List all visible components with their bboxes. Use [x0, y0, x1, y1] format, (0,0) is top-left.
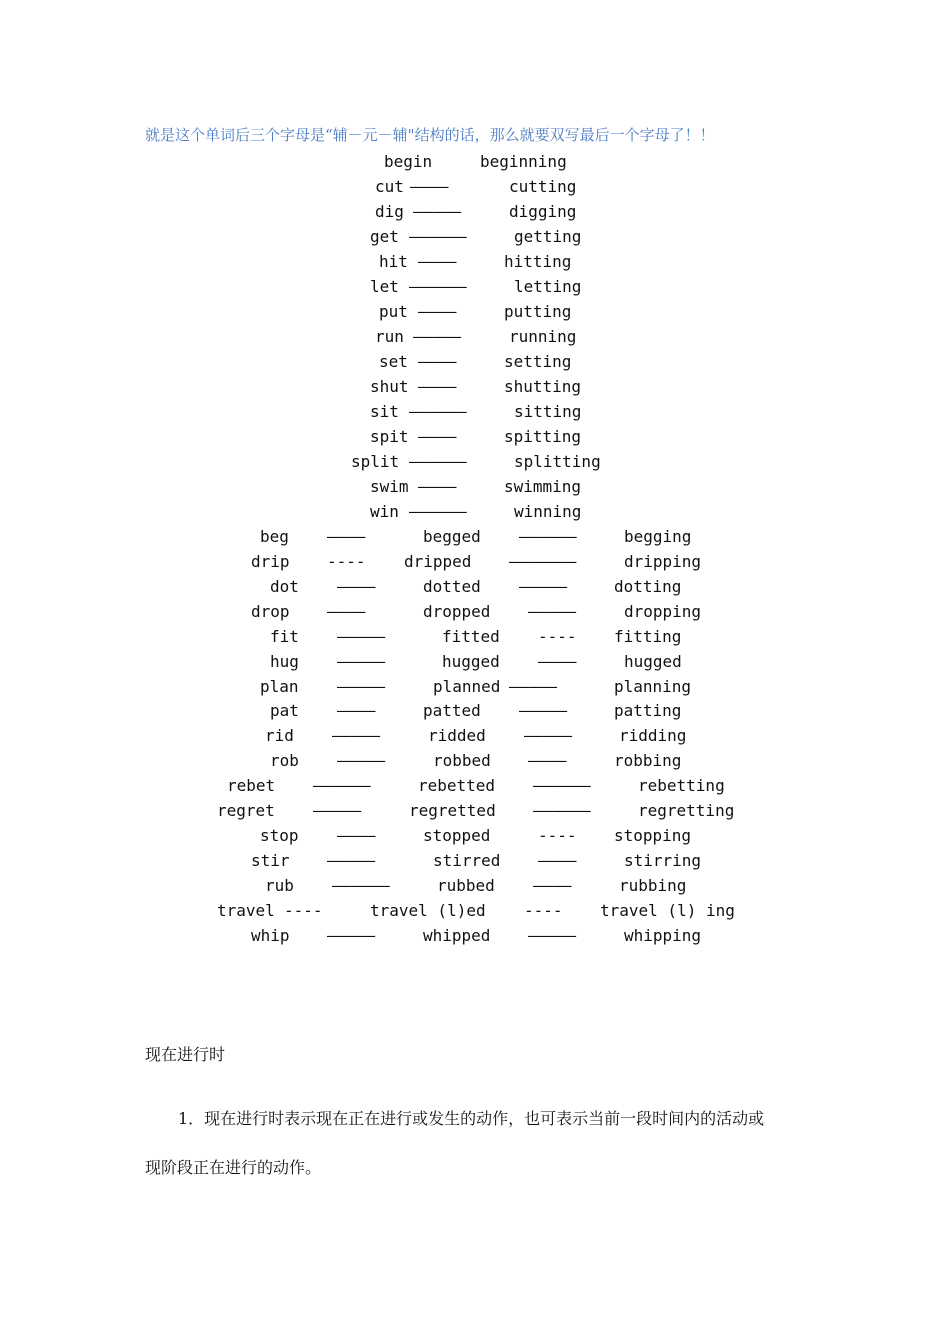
- dash-separator: —————: [413, 202, 462, 221]
- ing-form: putting: [504, 302, 572, 321]
- ed-form: ridded: [428, 726, 486, 745]
- dash-separator: —————: [337, 627, 386, 646]
- ing-form: stopping: [614, 826, 692, 845]
- dash-separator: ———————: [509, 552, 577, 571]
- base-word: win: [370, 502, 399, 521]
- ed-form: rubbed: [437, 876, 495, 895]
- dash-separator: ————: [418, 252, 457, 271]
- ed-form: planned: [433, 677, 501, 696]
- ing-form: stirring: [624, 851, 702, 870]
- dash-separator: ————: [528, 751, 567, 770]
- ing-form: robbing: [614, 751, 682, 770]
- ing-form: cutting: [509, 177, 577, 196]
- ed-form: dotted: [423, 577, 481, 596]
- ing-form: hitting: [504, 252, 572, 271]
- base-word: put: [379, 302, 408, 321]
- dash-separator: ————: [337, 577, 376, 596]
- base-word: dig: [375, 202, 404, 221]
- ed-form: patted: [423, 701, 481, 720]
- dash-separator: —————: [528, 602, 577, 621]
- ed-form: dropped: [423, 602, 491, 621]
- dash-separator: ——————: [409, 402, 467, 421]
- ing-form: ridding: [619, 726, 687, 745]
- base-word: shut: [370, 377, 409, 396]
- base-word: rob: [270, 751, 299, 770]
- body-paragraph: 现阶段正在进行的动作。: [145, 1158, 322, 1177]
- ing-form: letting: [514, 277, 582, 296]
- base-word: stop: [260, 826, 299, 845]
- dash-separator: ————: [418, 352, 457, 371]
- dash-separator: ----: [538, 627, 577, 646]
- dash-separator: ————: [327, 527, 366, 546]
- base-word: travel: [217, 901, 275, 920]
- dash-separator: ----: [524, 901, 563, 920]
- ing-form: hugged: [624, 652, 682, 671]
- section-title: 现在进行时: [145, 1045, 226, 1064]
- dash-separator: —————: [519, 577, 568, 596]
- dash-separator: ——————: [332, 876, 390, 895]
- dash-separator: ————: [410, 177, 449, 196]
- base-word: rid: [265, 726, 294, 745]
- dash-separator: ——————: [409, 502, 467, 521]
- base-word: set: [379, 352, 408, 371]
- base-word: rub: [265, 876, 294, 895]
- dash-separator: ————: [327, 602, 366, 621]
- ed-form: rebetted: [418, 776, 496, 795]
- base-word: fit: [270, 627, 299, 646]
- dash-separator: —————: [327, 851, 376, 870]
- dash-separator: ----: [327, 552, 366, 571]
- base-word: pat: [270, 701, 299, 720]
- dash-separator: ——————: [519, 527, 577, 546]
- base-word: beg: [260, 527, 289, 546]
- ed-form: travel (l)ed: [370, 901, 486, 920]
- dash-separator: ————: [418, 302, 457, 321]
- dash-separator: —————: [337, 677, 386, 696]
- dash-separator: —————: [528, 926, 577, 945]
- dash-separator: ——————: [409, 452, 467, 471]
- base-word: run: [375, 327, 404, 346]
- ing-form: dripping: [624, 552, 702, 571]
- ing-form: rubbing: [619, 876, 687, 895]
- dash-separator: ————: [533, 876, 572, 895]
- ed-form: hugged: [442, 652, 500, 671]
- ing-form: sitting: [514, 402, 582, 421]
- base-word: whip: [251, 926, 290, 945]
- ed-form: regretted: [409, 801, 496, 820]
- dash-separator: —————: [337, 751, 386, 770]
- base-word: begin: [384, 152, 433, 171]
- ing-form: fitting: [614, 627, 682, 646]
- ing-form: travel (l) ing: [600, 901, 735, 920]
- ed-form: begged: [423, 527, 481, 546]
- ing-form: swimming: [504, 477, 582, 496]
- dash-separator: ——————: [533, 801, 591, 820]
- dash-separator: —————: [524, 726, 573, 745]
- dash-separator: —————: [313, 801, 362, 820]
- dash-separator: —————: [332, 726, 381, 745]
- ing-form: getting: [514, 227, 582, 246]
- ing-form: running: [509, 327, 577, 346]
- dash-separator: —————: [509, 677, 558, 696]
- base-word: regret: [217, 801, 275, 820]
- base-word: rebet: [227, 776, 276, 795]
- ing-form: winning: [514, 502, 582, 521]
- dash-separator: —————: [519, 701, 568, 720]
- ed-form: robbed: [433, 751, 491, 770]
- ing-form: planning: [614, 677, 692, 696]
- base-word: cut: [375, 177, 404, 196]
- base-word: drop: [251, 602, 290, 621]
- dash-separator: —————: [337, 652, 386, 671]
- ing-form: shutting: [504, 377, 582, 396]
- body-paragraph: 1．现在进行时表示现在正在进行或发生的动作，也可表示当前一段时间内的活动或: [178, 1109, 765, 1128]
- base-word: hug: [270, 652, 299, 671]
- dash-separator: ————: [538, 652, 577, 671]
- dash-separator: ——————: [409, 277, 467, 296]
- base-word: let: [370, 277, 399, 296]
- ing-form: regretting: [638, 801, 735, 820]
- ing-form: spitting: [504, 427, 582, 446]
- dash-separator: ————: [418, 427, 457, 446]
- ed-form: whipped: [423, 926, 491, 945]
- dash-separator: ----: [538, 826, 577, 845]
- base-word: dot: [270, 577, 299, 596]
- ing-form: begging: [624, 527, 692, 546]
- ing-form: beginning: [480, 152, 567, 171]
- ed-form: dripped: [404, 552, 472, 571]
- dash-separator: ——————: [533, 776, 591, 795]
- dash-separator: ————: [538, 851, 577, 870]
- ed-form: fitted: [442, 627, 500, 646]
- base-word: spit: [370, 427, 409, 446]
- dash-separator: ——————: [409, 227, 467, 246]
- dash-separator: ————: [337, 701, 376, 720]
- base-word: sit: [370, 402, 399, 421]
- ed-form: stirred: [433, 851, 501, 870]
- dash-separator: ————: [418, 477, 457, 496]
- base-word: swim: [370, 477, 409, 496]
- ing-form: patting: [614, 701, 682, 720]
- dash-separator: ——————: [313, 776, 371, 795]
- ing-form: digging: [509, 202, 577, 221]
- base-word: drip: [251, 552, 290, 571]
- ing-form: rebetting: [638, 776, 725, 795]
- ed-form: stopped: [423, 826, 491, 845]
- dash-separator: ----: [284, 901, 323, 920]
- base-word: stir: [251, 851, 290, 870]
- dash-separator: ————: [418, 377, 457, 396]
- intro-note: 就是这个单词后三个字母是“辅－元－辅"结构的话，那么就要双写最后一个字母了！！: [145, 126, 715, 144]
- base-word: plan: [260, 677, 299, 696]
- ing-form: whipping: [624, 926, 702, 945]
- base-word: hit: [379, 252, 408, 271]
- dash-separator: —————: [327, 926, 376, 945]
- base-word: split: [351, 452, 400, 471]
- base-word: get: [370, 227, 399, 246]
- ing-form: splitting: [514, 452, 601, 471]
- ing-form: setting: [504, 352, 572, 371]
- ing-form: dropping: [624, 602, 702, 621]
- dash-separator: —————: [413, 327, 462, 346]
- dash-separator: ————: [337, 826, 376, 845]
- ing-form: dotting: [614, 577, 682, 596]
